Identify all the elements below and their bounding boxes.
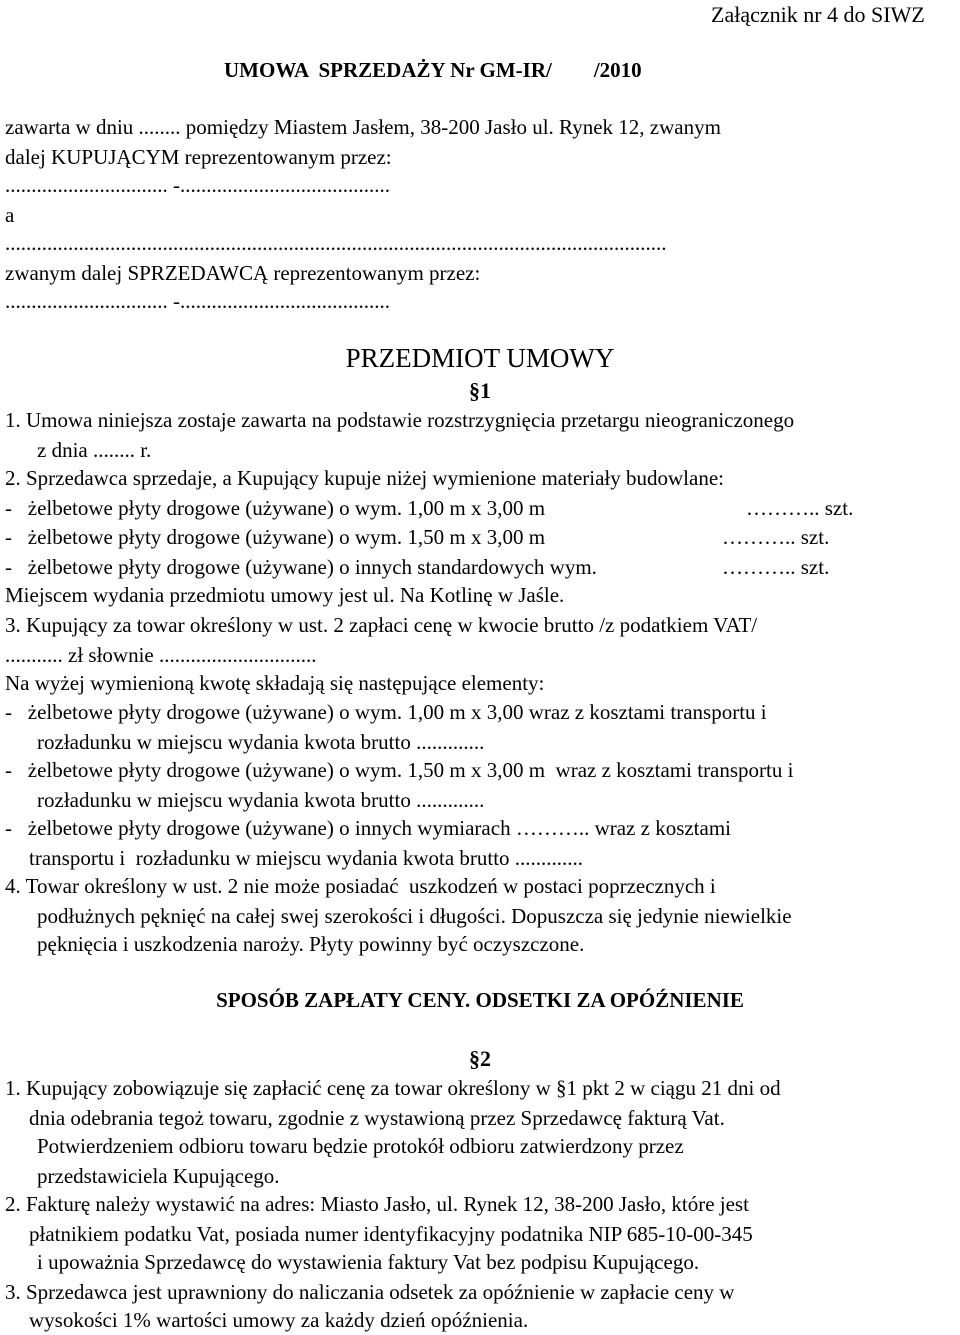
- section1-line: 4. Towar określony w ust. 2 nie może posiadać uszkodzeń w postaci poprzecznych i: [5, 874, 716, 898]
- section2-line: przedstawiciela Kupującego.: [37, 1164, 280, 1188]
- section1-line: Miejscem wydania przedmiotu umowy jest ul. Na Kotlinę w Jaśle.: [5, 583, 565, 607]
- paragraph-ref: §1: [556, 1076, 578, 1100]
- parties-line: zwanym dalej SPRZEDAWCĄ reprezentowanym przez:: [5, 261, 481, 285]
- document-title: UMOWA SPRZEDAŻY Nr GM-IR/ /2010: [224, 58, 642, 82]
- section2-line: i upoważnia Sprzedawcę do wystawienia faktury Vat bez podpisu Kupującego.: [37, 1250, 700, 1274]
- item-line: - żelbetowe płyty drogowe (używane) o wym. 1,00 m x 3,00 m: [5, 496, 546, 520]
- section1-line: pęknięcia i uszkodzenia naroży. Płyty powinny być oczyszczone.: [37, 932, 585, 956]
- section1-line: rozładunku w miejscu wydania kwota brutto .............: [37, 730, 485, 754]
- section2-line: płatnikiem podatku Vat, posiada numer identyfikacyjny podatnika NIP 685-10-00-345: [29, 1222, 753, 1246]
- section1-line: - żelbetowe płyty drogowe (używane) o innych wymiarach ……….. wraz z kosztami: [5, 816, 732, 840]
- section1-line: 1. Umowa niniejsza zostaje zawarta na podstawie rozstrzygnięcia przetargu nieograniczonego: [5, 408, 795, 432]
- parties-line: zawarta w dniu ........ pomiędzy Miastem Jasłem, 38-200 Jasło ul. Rynek 12, zwanym: [5, 115, 721, 139]
- attachment-label: Załącznik nr 4 do SIWZ: [711, 2, 925, 27]
- section1-line: rozładunku w miejscu wydania kwota brutto .............: [37, 788, 485, 812]
- section2-line: Potwierdzeniem odbioru towaru będzie protokół odbioru zatwierdzony przez: [37, 1134, 684, 1158]
- parties-line: ............................... -........................................: [5, 289, 390, 313]
- section2-line: 1. Kupujący zobowiązuje się zapłacić cenę za towar określony w §1 pkt 2 w ciągu 21 dni od: [5, 1076, 781, 1100]
- item-quantity: ……….. szt.: [722, 555, 830, 579]
- section1-heading: PRZEDMIOT UMOWY: [345, 343, 615, 373]
- item-line: - żelbetowe płyty drogowe (używane) o wym. 1,50 m x 3,00 m: [5, 525, 546, 549]
- section1-line: podłużnych pęknięć na całej swej szerokości i długości. Dopuszcza się jedynie niewielkie: [37, 904, 792, 928]
- section2-line: 3. Sprzedawca jest uprawniony do naliczania odsetek za opóźnienie w zapłacie ceny w: [5, 1280, 735, 1304]
- section2-line: wysokości 1% wartości umowy za każdy dzień opóźnienia.: [29, 1308, 529, 1332]
- item-quantity: ……….. szt.: [746, 496, 854, 520]
- section1-paragraph-number: §1: [469, 378, 491, 403]
- item-quantity: ……….. szt.: [722, 525, 830, 549]
- section2-heading: SPOSÓB ZAPŁATY CENY. ODSETKI ZA OPÓŹNIENIE: [216, 988, 744, 1012]
- parties-line: ..............................................................................................................................: [5, 231, 667, 255]
- section1-line: - żelbetowe płyty drogowe (używane) o wym. 1,00 m x 3,00 wraz z kosztami transportu i: [5, 700, 767, 724]
- section1-line: 2. Sprzedawca sprzedaje, a Kupujący kupuje niżej wymienione materiały budowlane:: [5, 466, 724, 490]
- parties-line: dalej KUPUJĄCYM reprezentowanym przez:: [5, 145, 392, 169]
- section2-line: dnia odebrania tegoż towaru, zgodnie z wystawioną przez Sprzedawcę fakturą Vat.: [29, 1106, 725, 1130]
- section2-line: 2. Fakturę należy wystawić na adres: Miasto Jasło, ul. Rynek 12, 38-200 Jasło, które jest: [5, 1192, 749, 1216]
- section1-line: transportu i rozładunku w miejscu wydania kwota brutto .............: [29, 846, 584, 870]
- section1-line: z dnia ........ r.: [37, 438, 152, 462]
- item-line: - żelbetowe płyty drogowe (używane) o innych standardowych wym.: [5, 555, 597, 579]
- section1-line: Na wyżej wymienioną kwotę składają się następujące elementy:: [5, 671, 545, 695]
- parties-line: ............................... -........................................: [5, 173, 390, 197]
- section1-line: 3. Kupujący za towar określony w ust. 2 zapłaci cenę w kwocie brutto /z podatkiem VAT/: [5, 613, 758, 637]
- parties-line: a: [5, 203, 15, 227]
- section2-paragraph-number: §2: [469, 1046, 491, 1071]
- section1-line: ........... zł słownie ..............................: [5, 643, 317, 667]
- section1-line: - żelbetowe płyty drogowe (używane) o wym. 1,50 m x 3,00 m wraz z kosztami transportu i: [5, 758, 794, 782]
